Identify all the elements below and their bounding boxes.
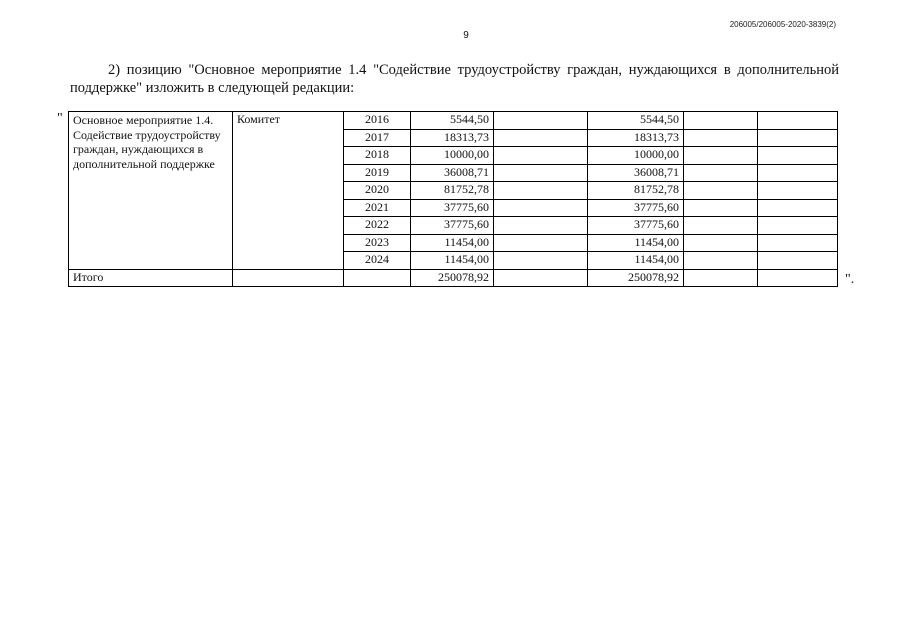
document-id: 206005/206005-2020-3839(2) (729, 20, 836, 29)
empty-funding-cell (684, 112, 758, 130)
executor-cell: Комитет (233, 112, 344, 270)
budget-amount-cell: 37775,60 (588, 217, 684, 235)
budget-amount-cell: 36008,71 (588, 164, 684, 182)
empty-funding-cell (684, 164, 758, 182)
empty-cell (344, 269, 411, 287)
empty-funding-cell (758, 129, 838, 147)
empty-funding-cell (684, 199, 758, 217)
total-amount-cell: 37775,60 (411, 217, 494, 235)
empty-funding-cell (684, 269, 758, 287)
total-amount-cell: 36008,71 (411, 164, 494, 182)
empty-funding-cell (684, 217, 758, 235)
year-cell: 2021 (344, 199, 411, 217)
empty-funding-cell (758, 252, 838, 270)
funding-table (68, 111, 838, 287)
total-amount-cell: 10000,00 (411, 147, 494, 165)
budget-amount-cell: 18313,73 (588, 129, 684, 147)
total-amount-cell: 11454,00 (411, 234, 494, 252)
empty-funding-cell (494, 269, 588, 287)
empty-funding-cell (758, 112, 838, 130)
budget-amount-cell: 11454,00 (588, 234, 684, 252)
total-row (69, 269, 838, 287)
year-cell: 2017 (344, 129, 411, 147)
empty-funding-cell (758, 182, 838, 200)
year-cell: 2020 (344, 182, 411, 200)
year-cell: 2016 (344, 112, 411, 130)
year-cell: 2024 (344, 252, 411, 270)
table-body (69, 112, 838, 287)
empty-funding-cell (494, 199, 588, 217)
empty-cell (233, 269, 344, 287)
empty-funding-cell (758, 164, 838, 182)
total-amount-cell: 5544,50 (411, 112, 494, 130)
page-number: 9 (463, 30, 469, 41)
budget-amount-cell: 10000,00 (588, 147, 684, 165)
year-cell: 2022 (344, 217, 411, 235)
empty-funding-cell (494, 182, 588, 200)
empty-funding-cell (684, 182, 758, 200)
empty-funding-cell (684, 252, 758, 270)
empty-funding-cell (758, 199, 838, 217)
empty-funding-cell (758, 234, 838, 252)
empty-funding-cell (494, 147, 588, 165)
budget-amount-cell: 11454,00 (588, 252, 684, 270)
empty-funding-cell (494, 234, 588, 252)
closing-quote: ". (845, 272, 855, 287)
empty-funding-cell (494, 129, 588, 147)
year-cell: 2019 (344, 164, 411, 182)
empty-funding-cell (494, 252, 588, 270)
empty-funding-cell (758, 147, 838, 165)
total-amount-cell: 37775,60 (411, 199, 494, 217)
empty-funding-cell (494, 112, 588, 130)
empty-funding-cell (494, 217, 588, 235)
empty-funding-cell (758, 217, 838, 235)
empty-funding-cell (494, 164, 588, 182)
budget-amount-cell: 37775,60 (588, 199, 684, 217)
budget-amount-cell: 81752,78 (588, 182, 684, 200)
grand-total-cell: 250078,92 (411, 269, 494, 287)
budget-amount-cell: 5544,50 (588, 112, 684, 130)
table-row (69, 112, 838, 130)
budget-total-cell: 250078,92 (588, 269, 684, 287)
total-amount-cell: 18313,73 (411, 129, 494, 147)
empty-funding-cell (684, 234, 758, 252)
empty-funding-cell (684, 147, 758, 165)
opening-quote: " (57, 111, 63, 126)
total-label-cell: Итого (69, 269, 233, 287)
total-amount-cell: 11454,00 (411, 252, 494, 270)
empty-funding-cell (684, 129, 758, 147)
total-amount-cell: 81752,78 (411, 182, 494, 200)
year-cell: 2023 (344, 234, 411, 252)
year-cell: 2018 (344, 147, 411, 165)
empty-funding-cell (758, 269, 838, 287)
measure-name-cell: Основное мероприятие 1.4. Содействие трудоустройству граждан, нуждающихся в дополнительной поддержке (69, 112, 233, 270)
intro-paragraph: 2) позицию "Основное мероприятие 1.4 "Содействие трудоустройству граждан, нуждающихся в дополнительной поддержке" изложить в следующей редакции: (70, 62, 839, 96)
